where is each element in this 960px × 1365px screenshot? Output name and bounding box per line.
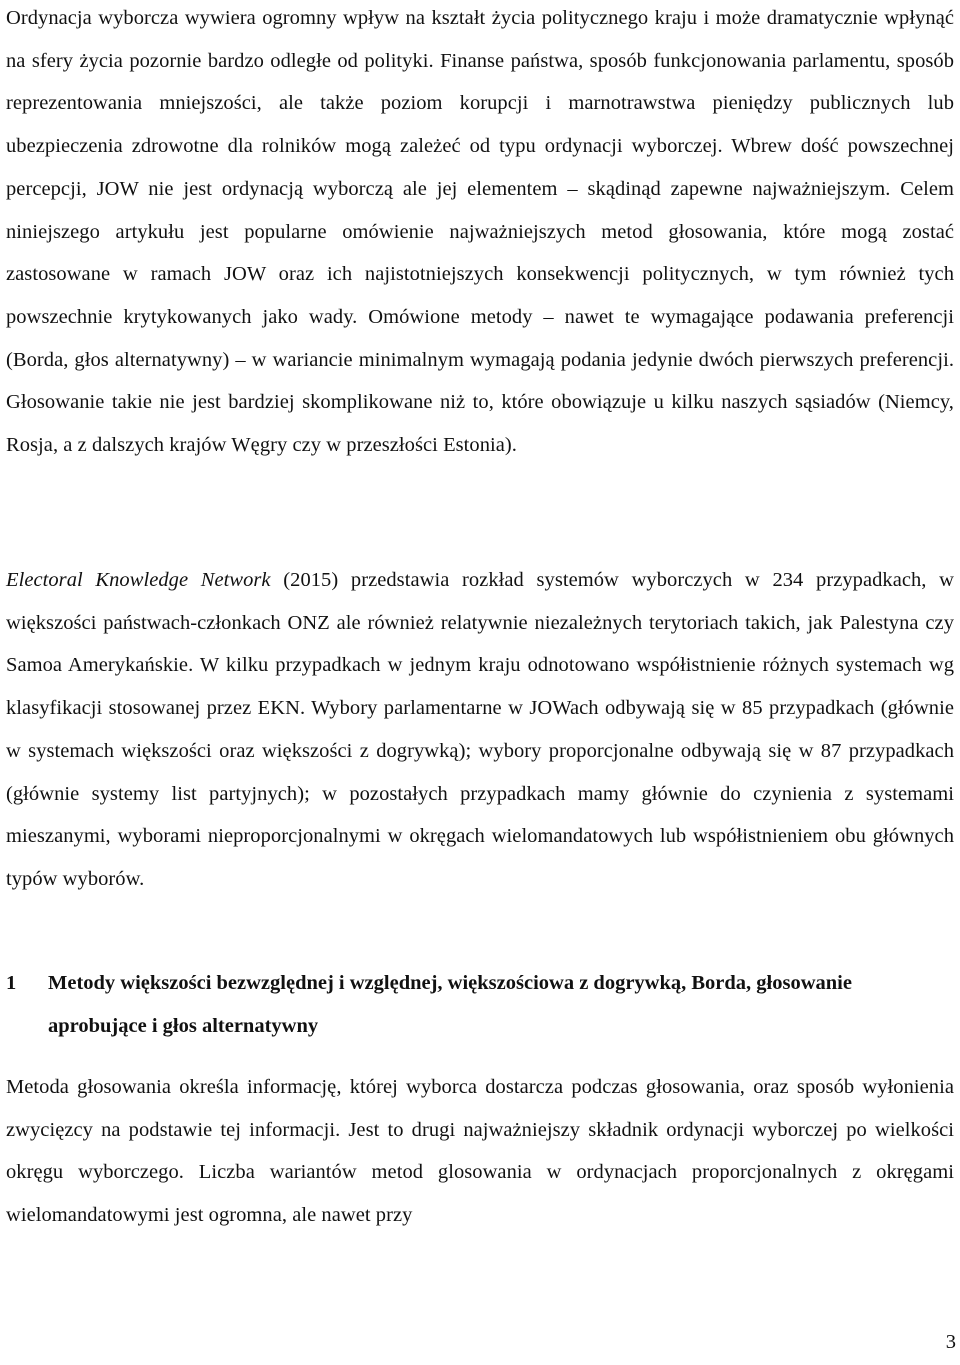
section-number: 1	[6, 972, 17, 994]
paragraph-methods: Metoda głosowania określa informację, której wyborca dostarcza podczas głosowania, oraz sposób wyłonienia zwycięzcy na podstawie tej informacji. Jest to drugi najważniejszy składnik ordynacji wyborczej po wielkości okręgu wyborczego. Liczba wariantów metod glosowania w ordynacjach proporcjonalnych z okręgami wielomandatowymi jest ogromna, ale nawet przy	[6, 1076, 954, 1227]
paragraph-ekn-text: (2015) przedstawia rozkład systemów wyborczych w 234 przypadkach, w większości państwach-członkach ONZ ale również relatywnie niezależnych terytoriach takich, jak Palestyna czy Samoa Amerykańskie. W kilku przypadkach w jednym kraju odnotowano współistnienie różnych systemach wg klasyfikacji stosowanej przez EKN. Wybory parlamentarne w JOWach odbywają się w 85 przypadkach (głównie w systemach większości oraz większości z dogrywką); wybory proporcjonalne odbywają się w 87 przypadkach (głównie systemy list partyjnych); w pozostałych przypadkach mamy głównie do czynienia z systemami mieszanymi, wyborami nieproporcjonalnymi w okręgach wielomandatowych lub współistnieniem obu głównych typów wyborów.	[6, 569, 954, 890]
page-number: 3	[945, 1331, 956, 1353]
section-title: Metody większości bezwzględnej i względnej, większościowa z dogrywką, Borda, głosowanie aprobujące i głos alternatywny	[48, 972, 852, 1037]
paragraph-intro: Ordynacja wyborcza wywiera ogromny wpływ na kształt życia politycznego kraju i może dramatycznie wpłynąć na sfery życia pozornie bardzo odległe od polityki. Finanse państwa, sposób funkcjonowania parlamentu, sposób reprezentowania mniejszości, ale także poziom korupcji i marnotrawstwa pieniędzy publicznych lub ubezpieczenia zdrowotne dla rolników mogą zależeć od typu ordynacji wyborczej. Wbrew dość powszechnej percepcji, JOW nie jest ordynacją wyborczą ale jej elementem – skądinąd zapewne najważniejszym. Celem niniejszego artykułu jest popularne omówienie najważniejszych metod głosowania, które mogą zostać zastosowane w ramach JOW oraz ich najistotniejszych konsekwencji politycznych, w tym również tych powszechnie krytykowanych jako wady. Omówione metody – nawet te wymagające podawania preferencji (Borda, głos alternatywny) – w wariancie minimalnym wymagają podania jedynie dwóch pierwszych preferencji. Głosowanie takie nie jest bardziej skomplikowane niż to, które obowiązuje u kilku naszych sąsiadów (Niemcy, Rosja, a z dalszych krajów Węgry czy w przeszłości Estonia).	[6, 7, 954, 457]
paragraph-ekn	[6, 559, 954, 901]
citation-source: Electoral Knowledge Network	[6, 569, 271, 591]
section-heading	[6, 962, 954, 1047]
